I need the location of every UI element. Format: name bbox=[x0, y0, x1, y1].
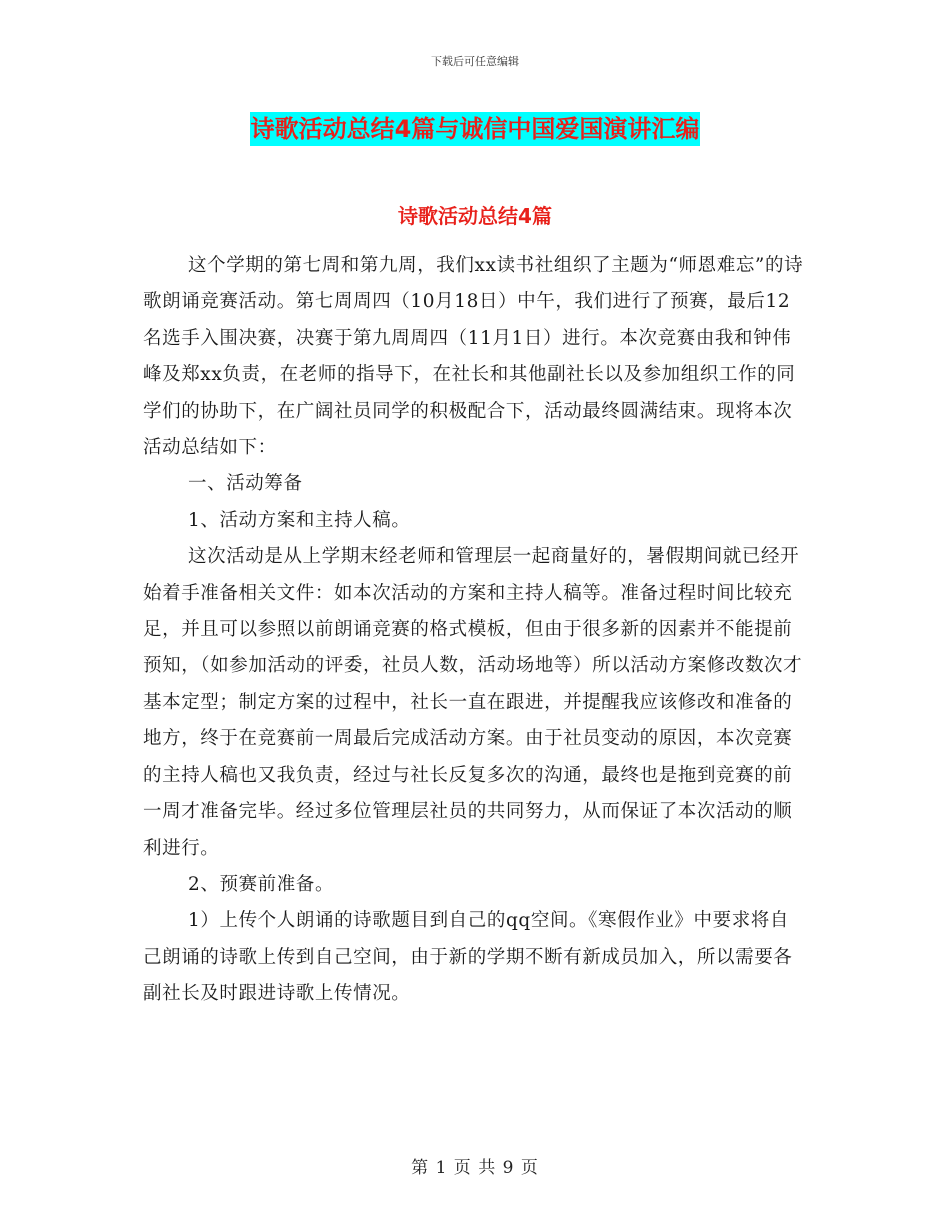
paragraph-upload-poems: 1）上传个人朗诵的诗歌题目到自己的qq空间。《寒假作业》中要求将自己朗诵的诗歌上传到自己空间，由于新的学期不断有新成员加入，所以需要各副社长及时跟进诗歌上传情况。 bbox=[143, 910, 793, 1005]
paragraph-intro: 这个学期的第七周和第九周，我们xx读书社组织了主题为“师恩难忘”的诗歌朗诵竞赛活动。第七周周四（10月18日）中午，我们进行了预赛，最后12名选手入围决赛，决赛于第九周周四（11月1日）进行。本次竞赛由我和钟伟峰及郑xx负责，在老师的指导下，在社长和其他副社长以及参加组织工作的同学们的协助下，在广阔社员同学的积极配合下，活动最终圆满结束。现将本次活动总结如下： bbox=[143, 255, 804, 459]
main-title bbox=[0, 112, 950, 146]
paragraph-plan-details: 这次活动是从上学期末经老师和管理层一起商量好的，暑假期间就已经开始着手准备相关文件：如本次活动的方案和主持人稿等。准备过程时间比较充足，并且可以参照以前朗诵竞赛的格式模板，但由于很多新的因素并不能提前预知，（如参加活动的评委，社员人数，活动场地等）所以活动方案修改数次才基本定型；制定方案的过程中，社长一直在跟进，并提醒我应该修改和准备的地方，终于在竞赛前一周最后完成活动方案。由于社员变动的原因，本次竞赛的主持人稿也又我负责，经过与社长反复多次的沟通，最终也是拖到竞赛的前一周才准备完毕。经过多位管理层社员的共同努力，从而保证了本次活动的顺利进行。 bbox=[143, 546, 803, 859]
subheading-plan-script: 1、活动方案和主持人稿。 bbox=[188, 509, 411, 531]
subheading-prelim-prep: 2、预赛前准备。 bbox=[188, 873, 335, 895]
main-title-text: 诗歌活动总结4篇与诚信中国爱国演讲汇编 bbox=[250, 112, 701, 146]
page-number: 第 1 页 共 9 页 bbox=[411, 1158, 539, 1178]
body-content bbox=[143, 248, 808, 1013]
header-note: 下载后可任意编辑 bbox=[431, 55, 519, 68]
section-title: 诗歌活动总结4篇 bbox=[398, 204, 552, 228]
heading-preparation: 一、活动筹备 bbox=[188, 473, 303, 495]
